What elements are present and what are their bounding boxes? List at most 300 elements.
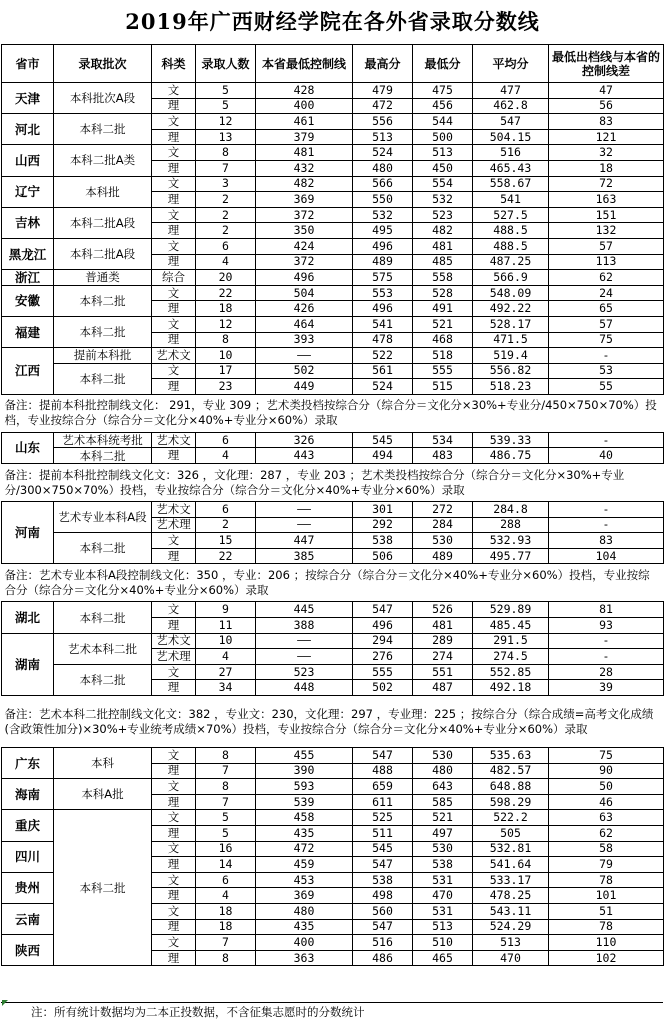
table-cell: 276 — [353, 649, 413, 665]
table-cell: 521 — [413, 316, 473, 332]
table-row — [2, 448, 664, 464]
table-cell: 理 — [152, 129, 196, 145]
table-row — [2, 748, 664, 764]
batch-cell: 本科批 — [54, 176, 152, 207]
table-cell: 488.5 — [473, 238, 549, 254]
table-cell: 448 — [256, 680, 353, 696]
table-row — [2, 363, 664, 379]
table-cell: 57 — [549, 238, 664, 254]
table-cell: 538 — [413, 857, 473, 873]
table-cell: 文 — [152, 872, 196, 888]
table-cell: 57 — [549, 316, 664, 332]
table-cell: 477 — [473, 83, 549, 99]
table-cell: 504 — [256, 285, 353, 301]
table-cell: 488 — [353, 763, 413, 779]
table-cell: 272 — [413, 502, 473, 518]
table-cell: 2 — [196, 517, 256, 533]
table-cell: 497 — [413, 825, 473, 841]
table-cell: 284 — [413, 517, 473, 533]
table-cell: 522 — [353, 348, 413, 364]
table-cell: 481 — [413, 618, 473, 634]
table-header-row — [2, 45, 664, 83]
note-row — [2, 464, 664, 502]
table-cell: —— — [256, 517, 353, 533]
table-cell: 6 — [196, 238, 256, 254]
table-cell: 545 — [353, 841, 413, 857]
table-cell: 46 — [549, 794, 664, 810]
footer-text: 注：所有统计数据均为二本正投数据，不含征集志愿时的分数统计 — [31, 1005, 365, 1019]
table-cell: 18 — [196, 919, 256, 935]
table-cell: 理 — [152, 332, 196, 348]
table-cell: 545 — [353, 432, 413, 448]
table-row — [2, 207, 664, 223]
table-cell: 11 — [196, 618, 256, 634]
province-cell: 重庆 — [2, 810, 54, 841]
table-cell: 理 — [152, 548, 196, 564]
table-cell: 479 — [353, 83, 413, 99]
province-cell: 吉林 — [2, 207, 54, 238]
table-cell: 385 — [256, 548, 353, 564]
table-cell: 502 — [353, 680, 413, 696]
table-cell: 456 — [413, 98, 473, 114]
table-cell: 理 — [152, 763, 196, 779]
table-cell: - — [549, 633, 664, 649]
province-cell: 云南 — [2, 903, 54, 934]
note-row — [2, 394, 664, 432]
table-cell: 17 — [196, 363, 256, 379]
province-cell: 辽宁 — [2, 176, 54, 207]
table-cell: 文 — [152, 748, 196, 764]
table-cell: 447 — [256, 533, 353, 549]
table-cell: 理 — [152, 98, 196, 114]
header-subject: 科类 — [152, 45, 196, 83]
header-min-score: 最低分 — [413, 45, 473, 83]
table-cell: 18 — [196, 903, 256, 919]
table-cell: 294 — [353, 633, 413, 649]
province-cell: 四川 — [2, 841, 54, 872]
table-cell: 理 — [152, 857, 196, 873]
table-cell: 63 — [549, 810, 664, 826]
table-cell: 534 — [413, 432, 473, 448]
table-cell: 理 — [152, 680, 196, 696]
table-cell: 482 — [413, 223, 473, 239]
table-cell: 465.43 — [473, 160, 549, 176]
table-cell: 81 — [549, 602, 664, 618]
table-cell: 547 — [473, 114, 549, 130]
table-cell: 424 — [256, 238, 353, 254]
table-cell: 585 — [413, 794, 473, 810]
table-cell: 78 — [549, 872, 664, 888]
table-cell: 487.25 — [473, 254, 549, 270]
table-cell: 372 — [256, 207, 353, 223]
note-text: 备注：艺术本科二批控制线文化文：382 ，专业文：230，文化理：297 ，专业理：225 ；按综合分（综合成绩=高考文化成绩(含政策性加分)×30%+专业统考成绩×70%）投档，专业按综合分（综合分＝文化分×40%+专业分×60%）录取 — [2, 696, 664, 748]
table-cell: 518.23 — [473, 379, 549, 395]
table-cell: 478 — [353, 332, 413, 348]
table-cell: 530 — [413, 841, 473, 857]
batch-cell: 本科二批 — [54, 602, 152, 633]
table-cell: 470 — [413, 888, 473, 904]
table-cell: 4 — [196, 888, 256, 904]
table-cell: 55 — [549, 379, 664, 395]
table-cell: 3 — [196, 176, 256, 192]
table-cell: 理 — [152, 301, 196, 317]
table-cell: 478.25 — [473, 888, 549, 904]
table-cell: 558.67 — [473, 176, 549, 192]
table-cell: 527.5 — [473, 207, 549, 223]
table-cell: 495 — [353, 223, 413, 239]
table-cell: 521 — [413, 810, 473, 826]
table-cell: 475 — [413, 83, 473, 99]
table-cell: 552.85 — [473, 664, 549, 680]
batch-cell: 本科A批 — [54, 779, 152, 810]
table-cell: - — [549, 502, 664, 518]
table-cell: 369 — [256, 888, 353, 904]
table-cell: 65 — [549, 301, 664, 317]
table-cell: 163 — [549, 192, 664, 208]
table-cell: 513 — [413, 145, 473, 161]
table-cell: 532.93 — [473, 533, 549, 549]
table-cell: 78 — [549, 919, 664, 935]
table-cell: 102 — [549, 950, 664, 966]
batch-cell: 艺术专业本科A段 — [54, 502, 152, 533]
table-cell: 566 — [353, 176, 413, 192]
table-cell: 9 — [196, 602, 256, 618]
table-cell: - — [549, 348, 664, 364]
table-cell: 530 — [413, 533, 473, 549]
table-cell: 485 — [413, 254, 473, 270]
header-enrolled: 录取人数 — [196, 45, 256, 83]
table-cell: 7 — [196, 763, 256, 779]
province-cell: 湖南 — [2, 633, 54, 695]
table-cell: 548.09 — [473, 285, 549, 301]
table-cell: 547 — [353, 748, 413, 764]
table-cell: 515 — [413, 379, 473, 395]
table-cell: 75 — [549, 748, 664, 764]
province-cell: 湖北 — [2, 602, 54, 633]
table-cell: 理 — [152, 379, 196, 395]
table-cell: 480 — [413, 763, 473, 779]
table-cell: 486 — [353, 950, 413, 966]
table-cell: 23 — [196, 379, 256, 395]
table-cell: 理 — [152, 254, 196, 270]
table-cell: 22 — [196, 285, 256, 301]
table-cell: 5 — [196, 825, 256, 841]
table-cell: 400 — [256, 98, 353, 114]
header-batch: 录取批次 — [54, 45, 152, 83]
table-cell: 2 — [196, 207, 256, 223]
table-cell: 516 — [473, 145, 549, 161]
table-cell: 481 — [413, 238, 473, 254]
table-cell: 459 — [256, 857, 353, 873]
header-diff: 最低出档线与本省的控制线差 — [549, 45, 664, 83]
table-cell: 301 — [353, 502, 413, 518]
table-cell: 566.9 — [473, 270, 549, 286]
table-cell: 32 — [549, 145, 664, 161]
table-row — [2, 602, 664, 618]
table-cell: 4 — [196, 254, 256, 270]
table-cell: 47 — [549, 83, 664, 99]
table-cell: 532 — [353, 207, 413, 223]
batch-cell: 本科二批A类 — [54, 145, 152, 176]
table-cell: 575 — [353, 270, 413, 286]
table-cell: 274.5 — [473, 649, 549, 665]
batch-cell: 本科二批A段 — [54, 238, 152, 269]
table-cell: 7 — [196, 160, 256, 176]
table-cell: 72 — [549, 176, 664, 192]
table-cell: 文 — [152, 533, 196, 549]
table-cell: 506 — [353, 548, 413, 564]
table-cell: 2 — [196, 192, 256, 208]
table-cell: 547 — [353, 919, 413, 935]
table-cell: 28 — [549, 664, 664, 680]
table-cell: 555 — [353, 664, 413, 680]
table-row — [2, 238, 664, 254]
table-cell: 27 — [196, 664, 256, 680]
page-title: 2019年广西财经学院在各外省录取分数线 — [125, 9, 540, 34]
table-cell: 151 — [549, 207, 664, 223]
table-cell: 104 — [549, 548, 664, 564]
table-row — [2, 145, 664, 161]
table-cell: 372 — [256, 254, 353, 270]
table-cell: 10 — [196, 633, 256, 649]
table-cell: 519.4 — [473, 348, 549, 364]
table-cell: 505 — [473, 825, 549, 841]
table-cell: 34 — [196, 680, 256, 696]
table-cell: 561 — [353, 363, 413, 379]
table-cell: 79 — [549, 857, 664, 873]
table-cell: 理 — [152, 950, 196, 966]
table-cell: 472 — [353, 98, 413, 114]
province-cell: 广东 — [2, 748, 54, 779]
table-cell: 24 — [549, 285, 664, 301]
table-cell: 文 — [152, 664, 196, 680]
table-cell: 556.82 — [473, 363, 549, 379]
table-cell: 532 — [413, 192, 473, 208]
table-cell: 458 — [256, 810, 353, 826]
table-cell: 5 — [196, 98, 256, 114]
table-cell: 文 — [152, 779, 196, 795]
batch-cell: 本科二批 — [54, 664, 152, 695]
table-cell: 524.29 — [473, 919, 549, 935]
province-cell: 安徽 — [2, 285, 54, 316]
table-cell: 558 — [413, 270, 473, 286]
batch-cell: 本科二批 — [54, 448, 152, 464]
batch-cell: 艺术本科统考批 — [54, 432, 152, 448]
table-cell: 541.64 — [473, 857, 549, 873]
table-cell: 523 — [413, 207, 473, 223]
table-cell: 理 — [152, 825, 196, 841]
table-cell: 489 — [353, 254, 413, 270]
table-cell: 443 — [256, 448, 353, 464]
table-cell: 555 — [413, 363, 473, 379]
table-cell: 510 — [413, 935, 473, 951]
table-cell: 544 — [413, 114, 473, 130]
table-cell: 8 — [196, 779, 256, 795]
table-cell: 292 — [353, 517, 413, 533]
table-cell: 547 — [353, 602, 413, 618]
table-cell: 10 — [196, 348, 256, 364]
table-cell: 435 — [256, 919, 353, 935]
table-cell: 6 — [196, 872, 256, 888]
table-cell: 艺术理 — [152, 517, 196, 533]
batch-cell: 艺术本科二批 — [54, 633, 152, 664]
header-max-score: 最高分 — [353, 45, 413, 83]
province-cell: 河南 — [2, 502, 54, 564]
table-cell: 4 — [196, 448, 256, 464]
table-cell: 文 — [152, 114, 196, 130]
table-cell: 485.45 — [473, 618, 549, 634]
table-cell: 496 — [353, 618, 413, 634]
table-row — [2, 502, 664, 518]
table-cell: 文 — [152, 363, 196, 379]
table-cell: 494 — [353, 448, 413, 464]
table-cell: 7 — [196, 935, 256, 951]
table-cell: 530 — [413, 748, 473, 764]
table-row — [2, 114, 664, 130]
table-cell: 文 — [152, 935, 196, 951]
province-cell: 海南 — [2, 779, 54, 810]
table-cell: 18 — [196, 301, 256, 317]
table-cell: 文 — [152, 810, 196, 826]
table-cell: 132 — [549, 223, 664, 239]
table-cell: 461 — [256, 114, 353, 130]
table-cell: 388 — [256, 618, 353, 634]
cell-marker-icon — [2, 1000, 8, 1006]
table-cell: 496 — [353, 301, 413, 317]
table-cell: 18 — [549, 160, 664, 176]
header-control-line: 本省最低控制线 — [256, 45, 353, 83]
table-cell: 513 — [413, 919, 473, 935]
table-cell: 8 — [196, 950, 256, 966]
table-cell: 538 — [353, 872, 413, 888]
table-cell: 498 — [353, 888, 413, 904]
table-cell: 53 — [549, 363, 664, 379]
table-row — [2, 533, 664, 549]
table-cell: 83 — [549, 533, 664, 549]
table-cell: 文 — [152, 285, 196, 301]
table-cell: 291.5 — [473, 633, 549, 649]
table-cell: 110 — [549, 935, 664, 951]
table-cell: 547 — [353, 857, 413, 873]
table-cell: 531 — [413, 903, 473, 919]
table-cell: 363 — [256, 950, 353, 966]
note-row — [2, 696, 664, 748]
table-cell: 489 — [413, 548, 473, 564]
table-cell: 350 — [256, 223, 353, 239]
table-cell: 艺术文 — [152, 633, 196, 649]
table-cell: 643 — [413, 779, 473, 795]
table-cell: 文 — [152, 602, 196, 618]
table-cell: 理 — [152, 192, 196, 208]
table-cell: 393 — [256, 332, 353, 348]
table-cell: 理 — [152, 448, 196, 464]
table-cell: 538 — [353, 533, 413, 549]
table-cell: 465 — [413, 950, 473, 966]
table-cell: 101 — [549, 888, 664, 904]
table-cell: 513 — [473, 935, 549, 951]
table-cell: 62 — [549, 270, 664, 286]
table-cell: 113 — [549, 254, 664, 270]
table-cell: 516 — [353, 935, 413, 951]
table-cell: 13 — [196, 129, 256, 145]
table-cell: 4 — [196, 649, 256, 665]
batch-cell: 本科二批 — [54, 810, 152, 966]
table-cell: 543.11 — [473, 903, 549, 919]
table-cell: 20 — [196, 270, 256, 286]
table-cell: - — [549, 517, 664, 533]
table-cell: 90 — [549, 763, 664, 779]
table-cell: 文 — [152, 83, 196, 99]
table-cell: 理 — [152, 794, 196, 810]
table-cell: —— — [256, 502, 353, 518]
table-cell: 428 — [256, 83, 353, 99]
province-cell: 山东 — [2, 432, 54, 463]
table-cell: —— — [256, 348, 353, 364]
table-cell: 523 — [256, 664, 353, 680]
table-cell: —— — [256, 649, 353, 665]
table-cell: 482 — [256, 176, 353, 192]
table-cell: 532.81 — [473, 841, 549, 857]
table-cell: 496 — [353, 238, 413, 254]
table-cell: 426 — [256, 301, 353, 317]
table-cell: 83 — [549, 114, 664, 130]
table-cell: 121 — [549, 129, 664, 145]
table-cell: 288 — [473, 517, 549, 533]
table-cell: 5 — [196, 810, 256, 826]
table-cell: 468 — [413, 332, 473, 348]
table-cell: 486.75 — [473, 448, 549, 464]
table-cell: 379 — [256, 129, 353, 145]
table-cell: 529.89 — [473, 602, 549, 618]
table-cell: 8 — [196, 145, 256, 161]
table-cell: 551 — [413, 664, 473, 680]
batch-cell: 普通类 — [54, 270, 152, 286]
province-cell: 陕西 — [2, 935, 54, 966]
table-row — [2, 348, 664, 364]
table-cell: 492.22 — [473, 301, 549, 317]
table-body — [2, 83, 664, 966]
batch-cell: 本科二批A段 — [54, 207, 152, 238]
note-text: 备注：提前本科批控制线文化： 291，专业 309 ；艺术类投档按综合分（综合分＝文化分×30%+专业分/450×750×70%）投档，专业按综合分（综合分＝文化分×40%+专业分×60%）录取 — [2, 394, 664, 432]
table-cell: 496 — [256, 270, 353, 286]
table-cell: 50 — [549, 779, 664, 795]
province-cell: 河北 — [2, 114, 54, 145]
table-cell: 553 — [353, 285, 413, 301]
batch-cell: 本科二批 — [54, 316, 152, 347]
batch-cell: 本科二批 — [54, 114, 152, 145]
table-row — [2, 779, 664, 795]
footer-note — [1, 1002, 663, 1021]
table-row — [2, 270, 664, 286]
table-cell: 文 — [152, 316, 196, 332]
table-cell: 480 — [256, 903, 353, 919]
table-cell: 511 — [353, 825, 413, 841]
table-cell: 390 — [256, 763, 353, 779]
table-cell: 550 — [353, 192, 413, 208]
batch-cell: 本科批次A段 — [54, 83, 152, 114]
province-cell: 浙江 — [2, 270, 54, 286]
table-cell: 648.88 — [473, 779, 549, 795]
table-cell: 432 — [256, 160, 353, 176]
batch-cell: 提前本科批 — [54, 348, 152, 364]
table-cell: 15 — [196, 533, 256, 549]
table-cell: 531 — [413, 872, 473, 888]
table-cell: 464 — [256, 316, 353, 332]
table-cell: 284.8 — [473, 502, 549, 518]
batch-cell: 本科二批 — [54, 533, 152, 564]
table-cell: 535.63 — [473, 748, 549, 764]
province-cell: 山西 — [2, 145, 54, 176]
